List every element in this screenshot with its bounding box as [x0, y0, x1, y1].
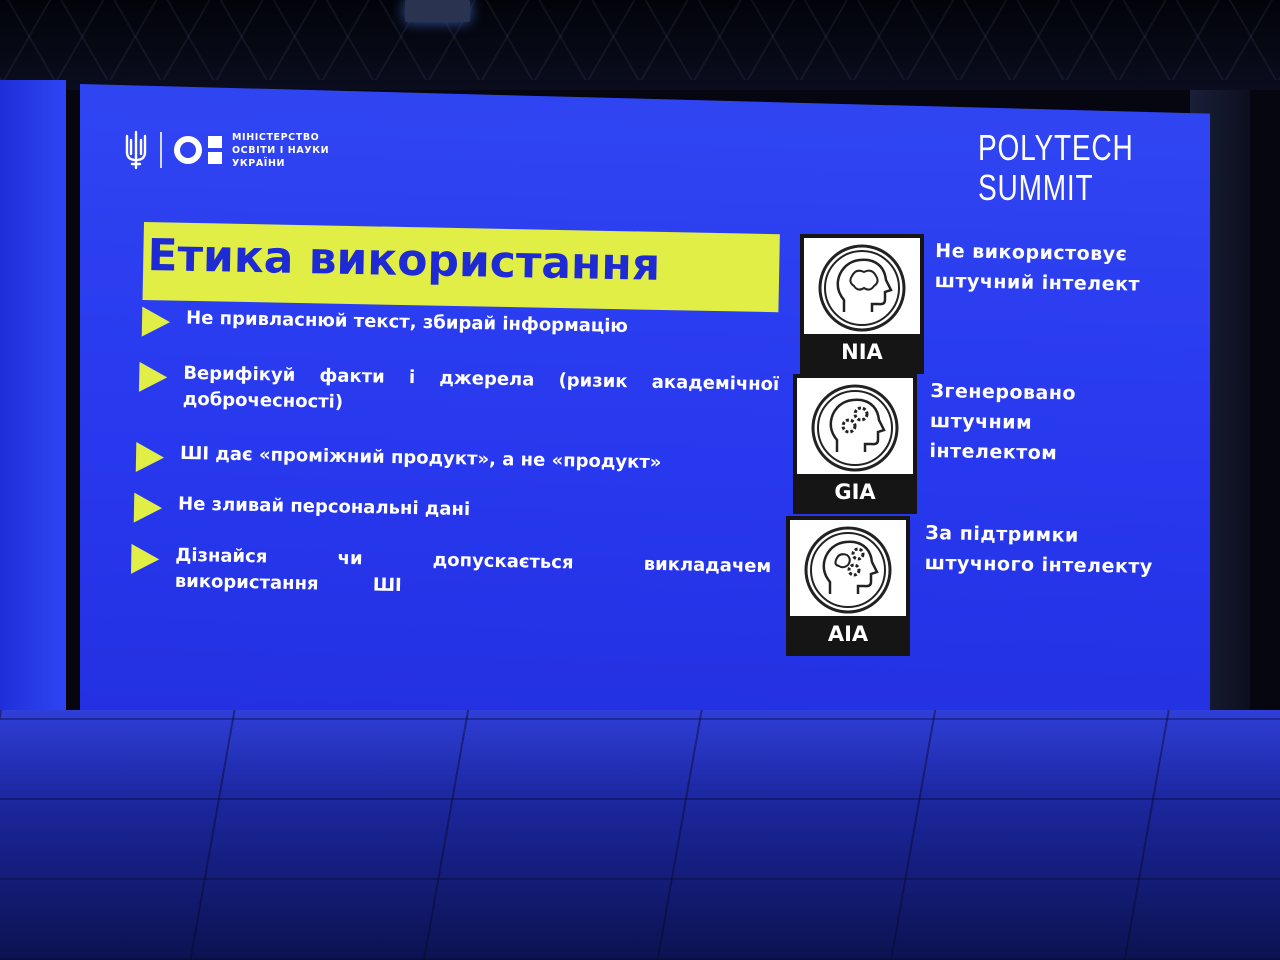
ai-description-nia: Не використовує штучний інтелект: [934, 239, 1141, 296]
bullet-item: [131, 542, 772, 606]
bullet-triangle-icon: [131, 544, 160, 575]
ai-category-column: [786, 234, 916, 662]
bullet-text: Не зливай персональні дані: [177, 493, 471, 521]
slide-title: Етика використання: [147, 230, 661, 291]
bullet-text: ШІ дає «проміжний продукт», а не «продукт»: [179, 442, 662, 474]
bullet-text: Не привласнюй текст, збирай інформацію: [185, 307, 629, 337]
bullet-triangle-icon: [134, 493, 163, 524]
bullet-triangle-icon: [139, 362, 168, 393]
event-logo-line2: SUMMIT: [978, 167, 1094, 208]
bullet-item: [134, 491, 695, 534]
bullet-item: [136, 440, 757, 484]
ministry-logo: [124, 130, 342, 170]
ai-label: GIA: [797, 474, 913, 510]
event-logo-line1: POLYTECH: [978, 127, 1134, 168]
brain-gears-head-icon: [798, 524, 898, 616]
bullet-item: [142, 305, 703, 348]
ai-category-gia: [793, 374, 917, 514]
ai-description-aia: За підтримки штучного інтелекту: [924, 521, 1153, 578]
ai-label: NIA: [804, 334, 920, 370]
ai-category-aia: [786, 516, 910, 656]
bullet-text: Верифікуй факти і джерела (ризик академічної доброчесності): [182, 362, 780, 413]
gears-head-icon: [805, 382, 905, 474]
brain-head-icon: [812, 242, 912, 334]
bullet-item: [139, 360, 780, 424]
ai-category-nia: [800, 234, 924, 374]
ai-description-gia: Згенеровано штучним інтелектом: [929, 379, 1077, 465]
event-logo: [978, 128, 1134, 208]
bullet-triangle-icon: [136, 442, 165, 473]
bullet-triangle-icon: [142, 307, 171, 338]
ai-label: AIA: [790, 616, 906, 652]
logo-divider: [160, 132, 162, 168]
mon-logo-icon: [174, 136, 222, 164]
trident-icon: [124, 130, 148, 170]
ministry-name: МІНІСТЕРСТВО ОСВІТИ І НАУКИ УКРАЇНИ: [232, 131, 330, 169]
bullet-text: Дізнайся чи допускається викладачем використання ШІ: [174, 544, 772, 597]
